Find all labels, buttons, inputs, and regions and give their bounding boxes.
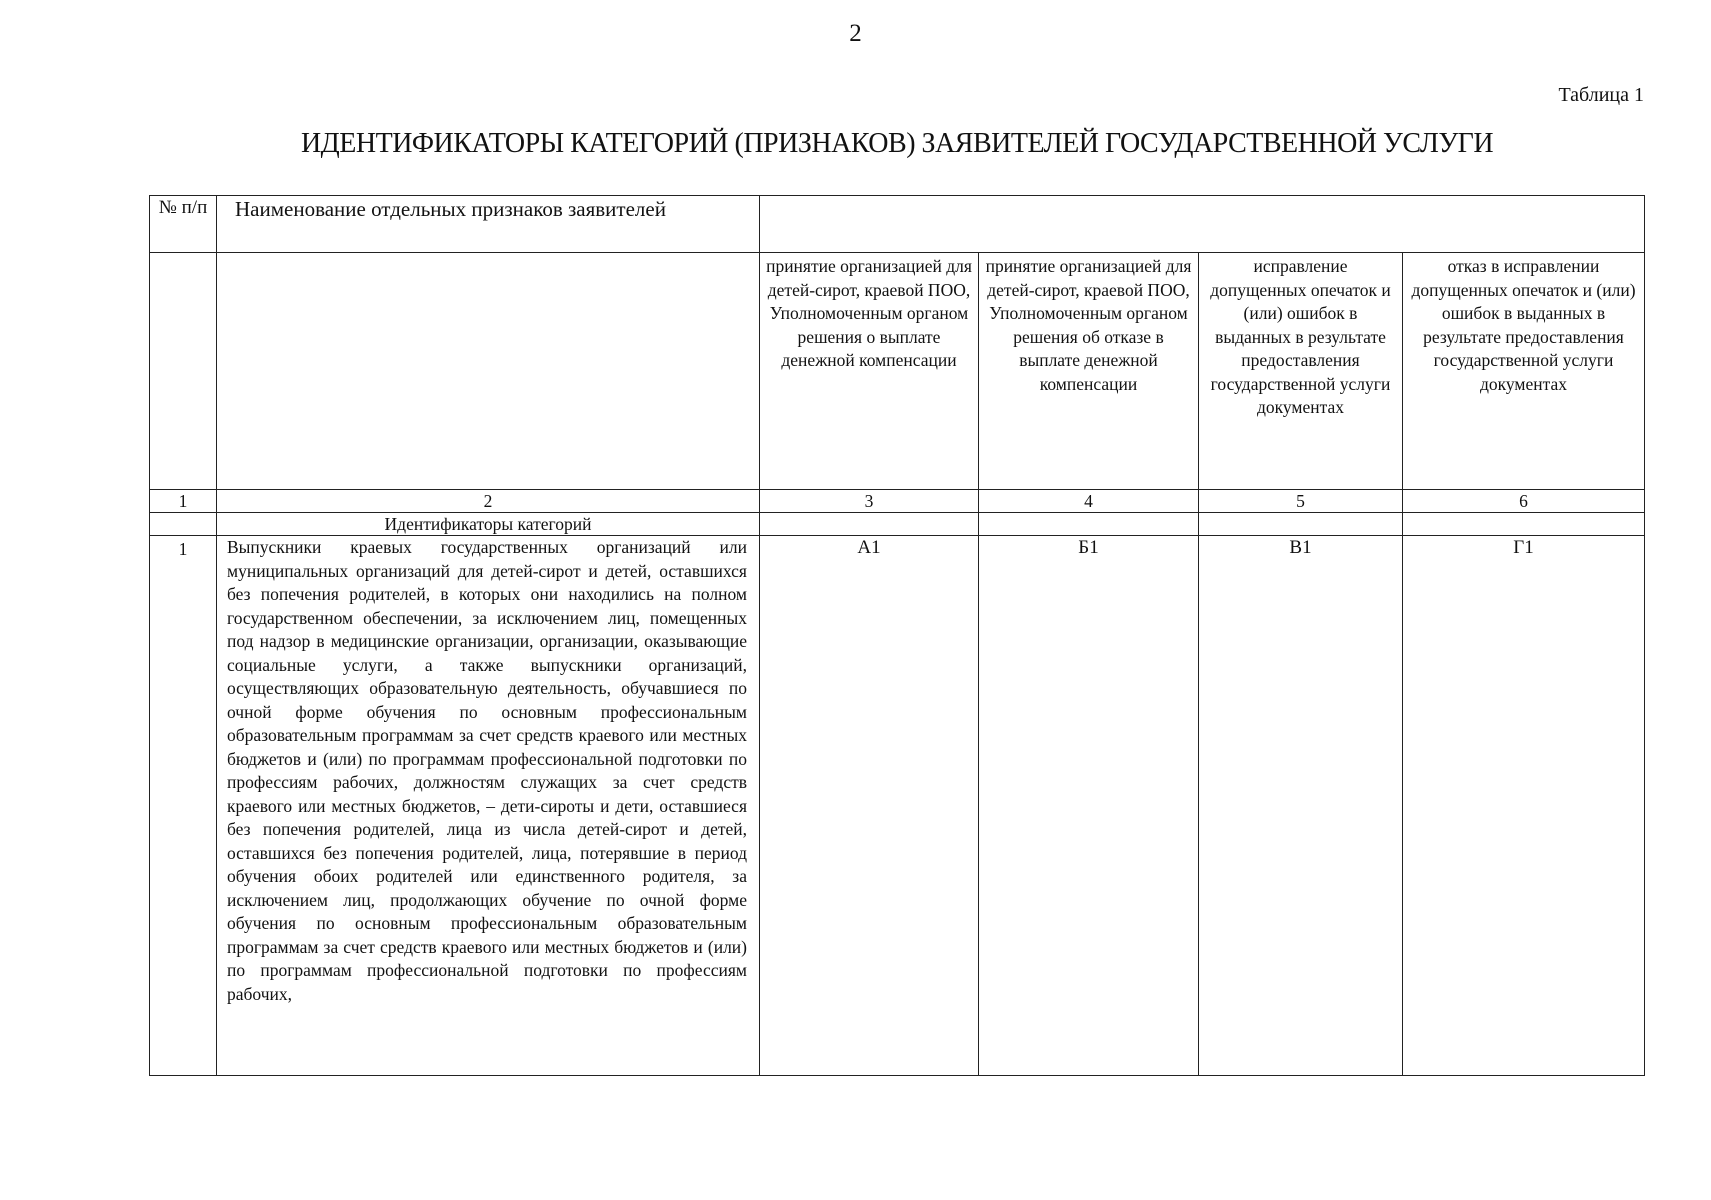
column-index: 1 [150, 490, 217, 513]
row-code-b: Б1 [979, 536, 1199, 1076]
row-description: Выпускники краевых государственных организаций или муниципальных организаций для детей-сирот и детей, оставшихся без попечения родителей, в которых они находились на полном государственном обеспечении, за исключением лиц, помещенных под надзор в медицинские организации, организации, оказывающие социальные услуги, а также выпускники организаций, осуществляющих образовательную деятельность, обучавшиеся по очной форме обучения по основным профессиональным образовательным программам за счет средств краевого или местных бюджетов и (или) по программам профессиональной подготовки по профессиям рабочих, должностям служащих за счет средств краевого или местных бюджетов, – дети-сироты и дети, оставшиеся без попечения родителей, лица из числа детей-сирот и детей, оставшихся без попечения родителей, лица, потерявшие в период обучения обоих родителей или единственного родителя, за исключением лиц, продолжающих обучение по очной форме обучения по основным профессиональным образовательным программам за счет средств краевого или местных бюджетов и (или) по программам профессиональной подготовки по профессиям рабочих, [217, 536, 760, 1076]
header-name-cell: Наименование отдельных признаков заявителей [217, 196, 760, 253]
section-label-num-empty [150, 513, 217, 536]
column-header-correction-refusal: отказ в исправлении допущенных опечаток и (или) ошибок в выданных в результате предоставления государственной услуги документах [1403, 253, 1645, 490]
column-header-name-empty [217, 253, 760, 490]
section-empty-cell [1403, 513, 1645, 536]
row-number: 1 [150, 536, 217, 1076]
row-code-g: Г1 [1403, 536, 1645, 1076]
column-header-correction: исправление допущенных опечаток и (или) ошибок в выданных в результате предоставления государственной услуги документах [1199, 253, 1403, 490]
column-index: 5 [1199, 490, 1403, 513]
table-caption: Таблица 1 [1558, 84, 1644, 106]
header-spanning-cell [760, 196, 1645, 253]
page-number: 2 [849, 20, 862, 47]
column-header-num-empty [150, 253, 217, 490]
identifiers-table [149, 195, 1645, 1076]
table-header-row [150, 196, 1645, 253]
row-code-a: А1 [760, 536, 979, 1076]
section-empty-cell [760, 513, 979, 536]
column-index: 4 [979, 490, 1199, 513]
table-column-header-row [150, 253, 1645, 490]
section-empty-cell [1199, 513, 1403, 536]
column-index: 3 [760, 490, 979, 513]
column-header-payment-refusal: принятие организацией для детей-сирот, краевой ПОО, Уполномоченным органом решения об отказе в выплате денежной компенсации [979, 253, 1199, 490]
column-index-row [150, 490, 1645, 513]
column-index: 6 [1403, 490, 1645, 513]
section-empty-cell [979, 513, 1199, 536]
column-header-payment-decision: принятие организацией для детей-сирот, краевой ПОО, Уполномоченным органом решения о выплате денежной компенсации [760, 253, 979, 490]
section-label: Идентификаторы категорий [217, 513, 760, 536]
document-title: ИДЕНТИФИКАТОРЫ КАТЕГОРИЙ (ПРИЗНАКОВ) ЗАЯВИТЕЛЕЙ ГОСУДАРСТВЕННОЙ УСЛУГИ [300, 128, 1494, 159]
column-index: 2 [217, 490, 760, 513]
header-num-cell: № п/п [150, 196, 217, 253]
section-label-row [150, 513, 1645, 536]
row-code-v: В1 [1199, 536, 1403, 1076]
table-row [150, 536, 1645, 1076]
